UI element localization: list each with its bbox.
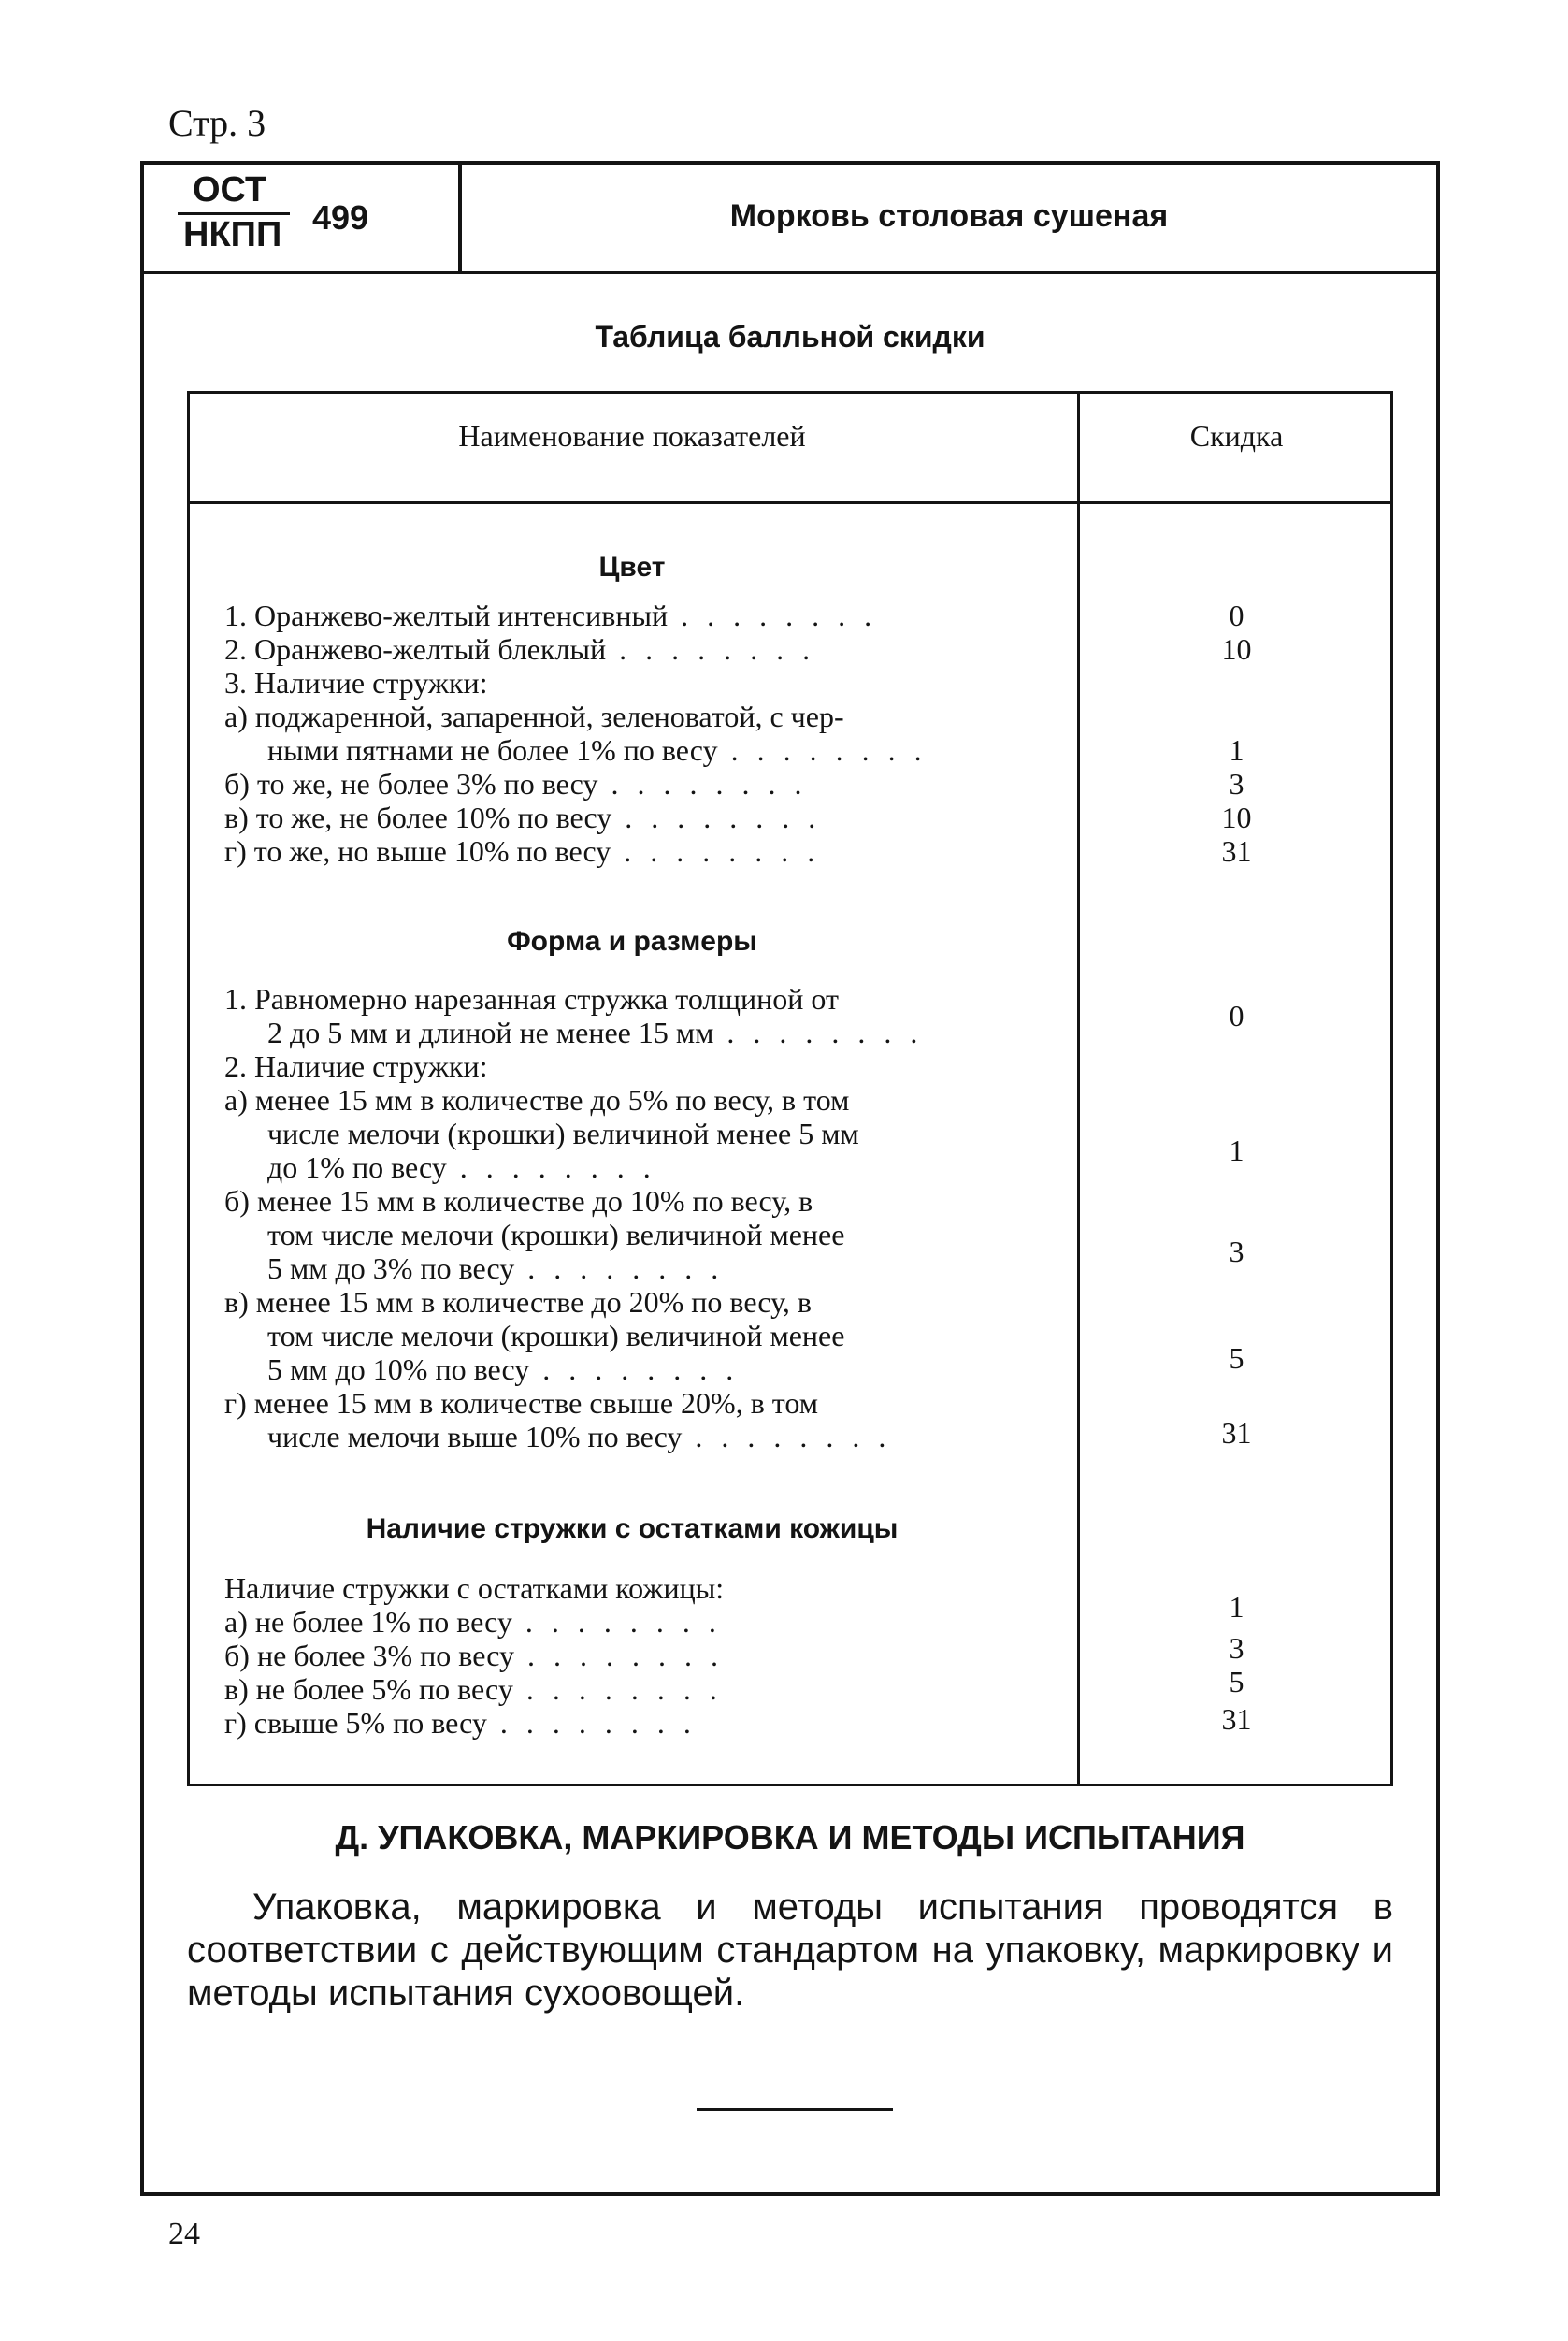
table-row (224, 666, 1047, 700)
row-value: 0 (1229, 999, 1244, 1033)
doc-type-line1: ОСТ (193, 170, 267, 210)
row-value: 3 (1229, 1631, 1244, 1665)
column-header-discount: Скидка (1189, 419, 1284, 453)
row-value: 3 (1229, 767, 1244, 801)
end-rule (697, 2108, 893, 2111)
row-text: 1. Оранжево-желтый интенсивный . . . (224, 599, 1047, 632)
table-row (224, 1285, 1047, 1386)
document-title: Морковь столовая сушеная (729, 198, 1169, 234)
row-text: в) то же, не более 10% по весу . . . (224, 801, 1047, 834)
page-number: 24 (168, 2217, 200, 2251)
table-header-divider (187, 501, 1393, 504)
row-value: 31 (1221, 1416, 1252, 1450)
row-text: в) менее 15 мм в количестве до 20% по весу, в (224, 1285, 813, 1319)
row-value: 1 (1229, 733, 1244, 767)
table-row (224, 599, 1047, 632)
row-text: 5 мм до 10% по весу . . . (224, 1352, 1047, 1386)
table-row (224, 1672, 1047, 1706)
table-row (224, 1083, 1047, 1184)
table-row (224, 1706, 1047, 1740)
row-text: а) менее 15 мм в количестве до 5% по весу, в том (224, 1083, 850, 1117)
section-title: Наличие стружки с остатками кожицы (366, 1513, 899, 1544)
doc-type-line2: НКПП (183, 215, 282, 254)
row-text: 2 до 5 мм и длиной не менее 15 мм . . . (224, 1016, 1047, 1049)
table-row (224, 1386, 1047, 1453)
document-header (140, 161, 1440, 273)
table-row (224, 700, 1047, 767)
row-text: 5 мм до 3% по весу . . . (224, 1251, 1047, 1285)
standard-code-box (140, 161, 462, 273)
row-text: г) менее 15 мм в количестве свыше 20%, в том (224, 1386, 818, 1420)
section-title: Форма и размеры (507, 926, 757, 957)
table-row (224, 1571, 1047, 1605)
row-value: 1 (1229, 1590, 1244, 1624)
page-label: Стр. 3 (168, 102, 266, 144)
row-value: 3 (1229, 1235, 1244, 1268)
row-value: 31 (1221, 834, 1252, 868)
section-title: Цвет (598, 552, 666, 583)
row-text: 2. Оранжево-желтый блеклый . . . (224, 632, 1047, 666)
table-row (224, 982, 1047, 1049)
table-row (224, 801, 1047, 834)
table-row (224, 834, 1047, 868)
table-row (224, 1605, 1047, 1639)
row-text: б) менее 15 мм в количестве до 10% по весу, в (224, 1184, 813, 1218)
row-text: а) поджаренной, запаренной, зеленоватой, с чер- (224, 700, 844, 733)
row-text: до 1% по весу . . . (224, 1150, 1047, 1184)
row-text: числе мелочи выше 10% по весу . . . (224, 1420, 1047, 1453)
row-value: 5 (1229, 1341, 1244, 1375)
table-row (224, 1049, 1047, 1083)
row-value: 10 (1221, 801, 1252, 834)
section-heading: Д. УПАКОВКА, МАРКИРОВКА И МЕТОДЫ ИСПЫТАНИЯ (335, 1818, 1245, 1857)
row-text: 2. Наличие стружки: (224, 1049, 488, 1083)
row-text: числе мелочи (крошки) величиной менее 5 мм (267, 1117, 859, 1150)
row-text: ными пятнами не более 1% по весу . . . (224, 733, 1047, 767)
row-value: 0 (1229, 599, 1244, 632)
doc-number: 499 (312, 198, 369, 237)
table-row (224, 1639, 1047, 1672)
row-value: 1 (1229, 1134, 1244, 1167)
row-text: 1. Равномерно нарезанная стружка толщиной от (224, 982, 839, 1016)
row-value: 31 (1221, 1702, 1252, 1736)
table-row (224, 1184, 1047, 1285)
row-text: том числе мелочи (крошки) величиной менее (267, 1218, 845, 1251)
table-row (224, 632, 1047, 666)
row-text: в) не более 5% по весу . . . (224, 1672, 1047, 1706)
row-value: 10 (1221, 632, 1252, 666)
row-text: б) не более 3% по весу . . . (224, 1639, 1047, 1672)
table-row (224, 767, 1047, 801)
row-text: Наличие стружки с остатками кожицы: (224, 1571, 725, 1605)
row-text: г) то же, но выше 10% по весу . . . (224, 834, 1047, 868)
column-header-name: Наименование показателей (458, 419, 806, 453)
row-text: г) свыше 5% по весу . . . (224, 1706, 1047, 1740)
section-paragraph: Упаковка, маркировка и методы испытания проводятся в соответствии с действующим стандартом на упаковку, маркировку и методы испытания сухоовощей. (187, 1886, 1393, 2014)
table-caption: Таблица балльной скидки (595, 320, 985, 354)
row-text: б) то же, не более 3% по весу . . . (224, 767, 1047, 801)
row-value: 5 (1229, 1665, 1244, 1698)
row-text: 3. Наличие стружки: (224, 666, 488, 700)
header-divider (144, 271, 1436, 274)
row-text: том числе мелочи (крошки) величиной менее (267, 1319, 845, 1352)
row-text: а) не более 1% по весу . . . (224, 1605, 1047, 1639)
